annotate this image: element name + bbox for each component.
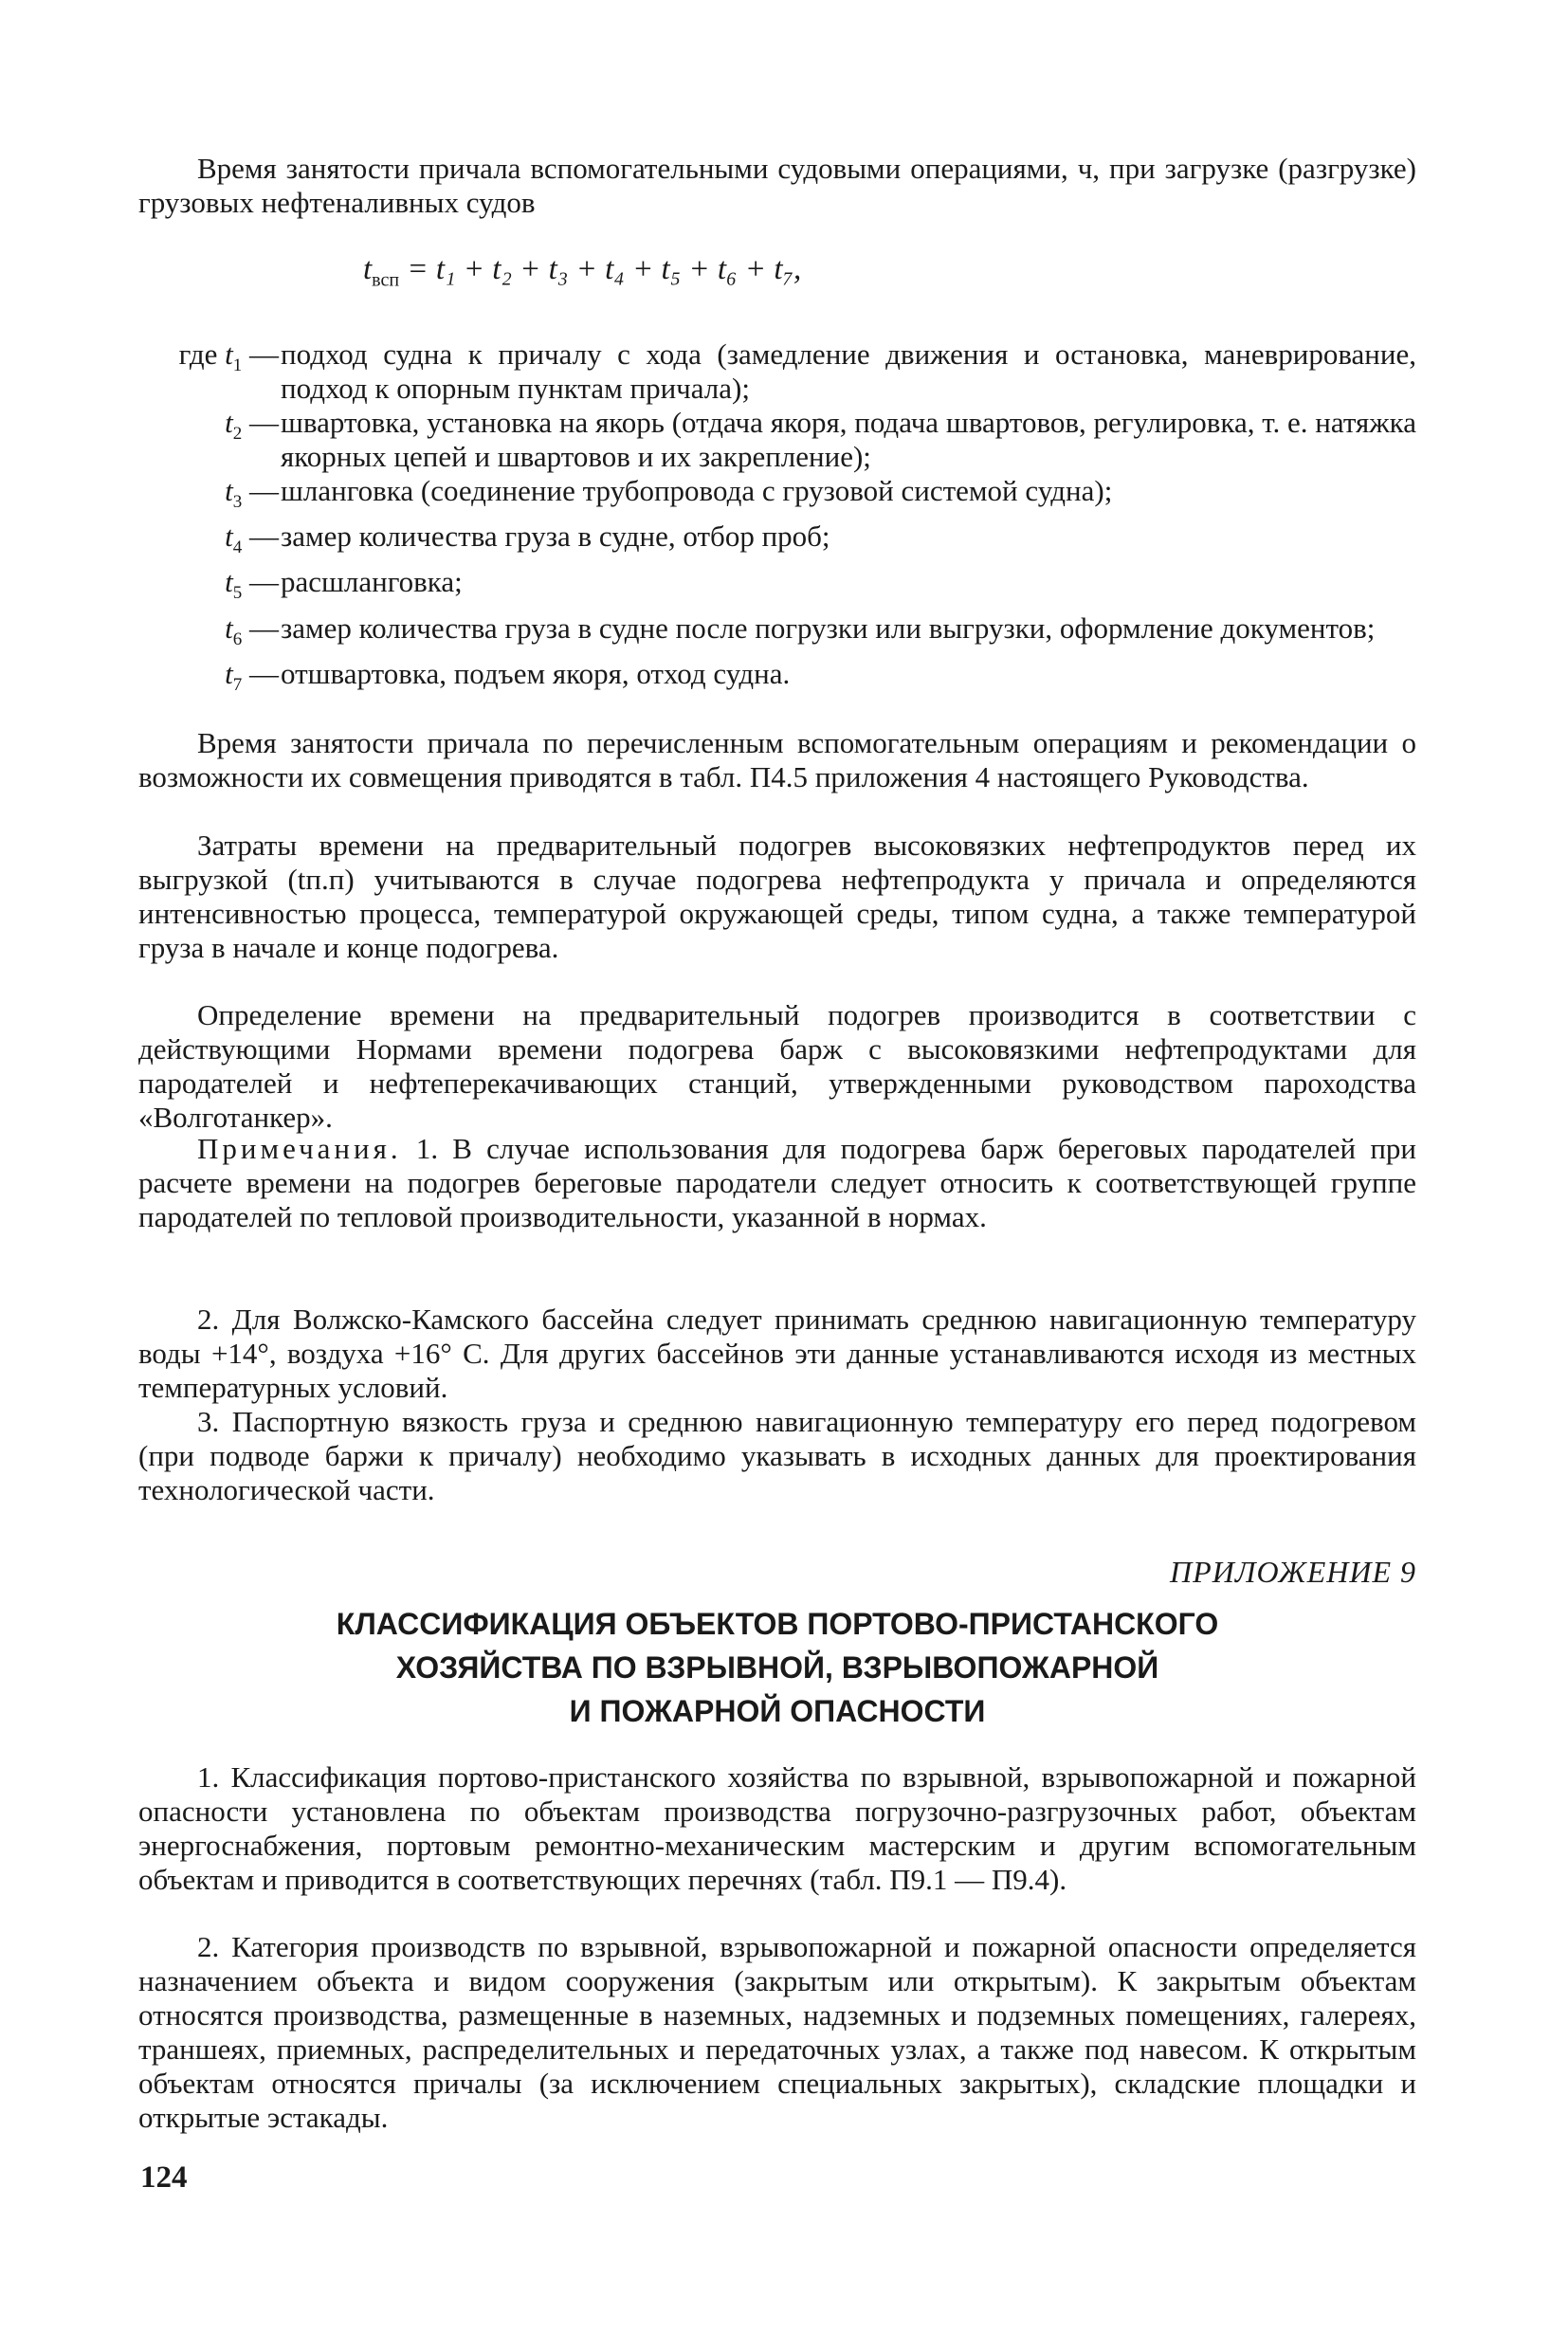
formula: $t_{всп} = t_1 + t_2 + t_3 + t_4 + t_5 + t_6 + t_7$, <box>363 252 802 291</box>
title-line: ХОЗЯЙСТВА ПО ВЗРЫВНОЙ, ВЗРЫВОПОЖАРНОЙ <box>395 1650 1159 1685</box>
paragraph: Затраты времени на предварительный подогрев высоковязких нефтепродуктов перед их выгрузкой (tп.п) учитываются в случае подогрева нефтепродукта у причала и определяются интенсивностью процесса, температурой окружающей среды, типом судна, а также температурой груза в начале и конце подогрева. <box>138 829 1416 964</box>
definition-text: расшланговка; <box>281 565 463 599</box>
section-title <box>138 1602 1416 1733</box>
definition-text: отшвартовка, подъем якоря, отход судна. <box>281 656 791 690</box>
definition-list <box>138 337 1416 702</box>
formula-lhs: t <box>363 252 373 286</box>
definition-var: t <box>225 474 233 507</box>
formula-lhs-sub: всп <box>372 269 400 291</box>
paragraph-intro: Время занятости причала вспомогательными судовыми операциями, ч, при загрузке (разгрузке) грузовых нефтеналивных судов <box>138 152 1416 219</box>
definition-var-sub: 5 <box>232 583 243 604</box>
definition-item: $t_7$ — отшвартовка, подъем якоря, отход судна. <box>138 657 1416 702</box>
paragraph: Время занятости причала по перечисленным вспомогательным операциям и рекомендации о возможности их совмещения приводятся в табл. П4.5 приложения 4 настоящего Руководства. <box>138 726 1416 793</box>
note-2: 2. Для Волжско-Камского бассейна следует принимать среднюю навигационную температуру воды +14°, воздуха +16° С. Для других бассейнов эти данные устанавливаются исходя из местных температурных условий. <box>138 1303 1416 1404</box>
title-line: КЛАССИФИКАЦИЯ ОБЪЕКТОВ ПОРТОВО-ПРИСТАНСКОГО <box>336 1607 1219 1641</box>
note-3: 3. Паспортную вязкость груза и среднюю навигационную температуру его перед подогревом (при подводе баржи к причалу) необходимо указывать в исходных данных для проектирования технологической части. <box>138 1405 1416 1506</box>
definition-var-sub: 7 <box>232 674 243 695</box>
definition-text: швартовка, установка на якорь (отдача якоря, подача швартовов, регулировка, т. е. натяжка якорных цепей и швартовов и их закрепление); <box>281 406 1416 473</box>
note-1 <box>138 1132 1416 1234</box>
title-line: И ПОЖАРНОЙ ОПАСНОСТИ <box>569 1694 986 1728</box>
definition-item: $t_3$ — шланговка (соединение трубопровода с грузовой системой судна); <box>138 474 1416 519</box>
definition-item: $t_4$ — замер количества груза в судне, отбор проб; <box>138 519 1416 565</box>
definition-var-sub: 1 <box>232 355 243 376</box>
definition-var: t <box>225 337 233 371</box>
definition-text: шланговка (соединение трубопровода с грузовой системой судна); <box>281 474 1113 507</box>
definition-text: замер количества груза в судне, отбор проб; <box>281 519 830 554</box>
definition-var: t <box>225 611 233 645</box>
paragraph: 1. Классификация портово-пристанского хозяйства по взрывной, взрывопожарной и пожарной опасности установлена по объектам производства погрузочно-разгрузочных работ, объектам энергоснабжения, портовым ремонтно-механическим мастерским и другим вспомогательным объектам и приводится в соответствующих перечнях (табл. П9.1 — П9.4). <box>138 1760 1416 1896</box>
definition-text: замер количества груза в судне после погрузки или выгрузки, оформление документов; <box>281 611 1376 645</box>
page-number: 124 <box>140 2160 188 2195</box>
definition-item: где $t_1$ — подход судна к причалу с хода (замедление движения и остановка, маневрирование, подход к опорным пунктам причала); <box>178 337 1416 405</box>
definition-item: $t_2$ — швартовка, установка на якорь (отдача якоря, подача швартовов, регулировка, т. е. натяжка якорных цепей и швартовов и их закрепление); <box>225 406 1416 473</box>
definition-item: $t_5$ — расшланговка; <box>138 565 1416 611</box>
definition-var-sub: 4 <box>232 538 243 558</box>
definition-var: t <box>225 656 233 690</box>
appendix-label: ПРИЛОЖЕНИЕ 9 <box>1170 1555 1416 1589</box>
paragraph: 2. Категория производств по взрывной, взрывопожарной и пожарной опасности определяется назначением объекта и видом сооружения (закрытым или открытым). К закрытым объектам относятся производства, размещенные в наземных, надземных и подземных помещениях, галереях, траншеях, приемных, распределительных и передаточных узлах, а также под навесом. К открытым объектам относятся причалы (за исключением специальных закрытых), складские площадки и открытые эстакады. <box>138 1930 1416 2134</box>
note-text: 1. В случае использования для подогрева барж береговых пародателей при расчете времени на подогрев береговые пародатели следует относить к соответствующей группе пародателей по тепловой производительности, указанной в нормах. <box>138 1132 1417 1233</box>
paragraph: Определение времени на предварительный подогрев производится в соответствии с действующими Нормами времени подогрева барж с высоковязкими нефтепродуктами для пародателей и нефтеперекачивающих станций, утвержденными руководством пароходства «Волготанкер». <box>138 998 1416 1134</box>
formula-rhs: t₁ + t₂ + t₃ + t₄ + t₅ + t₆ + t₇, <box>435 252 802 286</box>
definition-var-sub: 3 <box>232 492 243 513</box>
definition-var: t <box>225 519 233 554</box>
definition-var: t <box>225 406 233 439</box>
definition-item: $t_6$ — замер количества груза в судне после погрузки или выгрузки, оформление документов; <box>138 611 1416 657</box>
definition-var: t <box>225 565 233 599</box>
definition-prefix: где <box>178 337 218 371</box>
notes-heading: Примечания. <box>197 1132 402 1165</box>
definition-text: подход судна к причалу с хода (замедление движения и остановка, маневрирование, подход к опорным пунктам причала); <box>281 337 1416 405</box>
definition-var-sub: 2 <box>232 424 243 445</box>
definition-var-sub: 6 <box>232 629 243 649</box>
